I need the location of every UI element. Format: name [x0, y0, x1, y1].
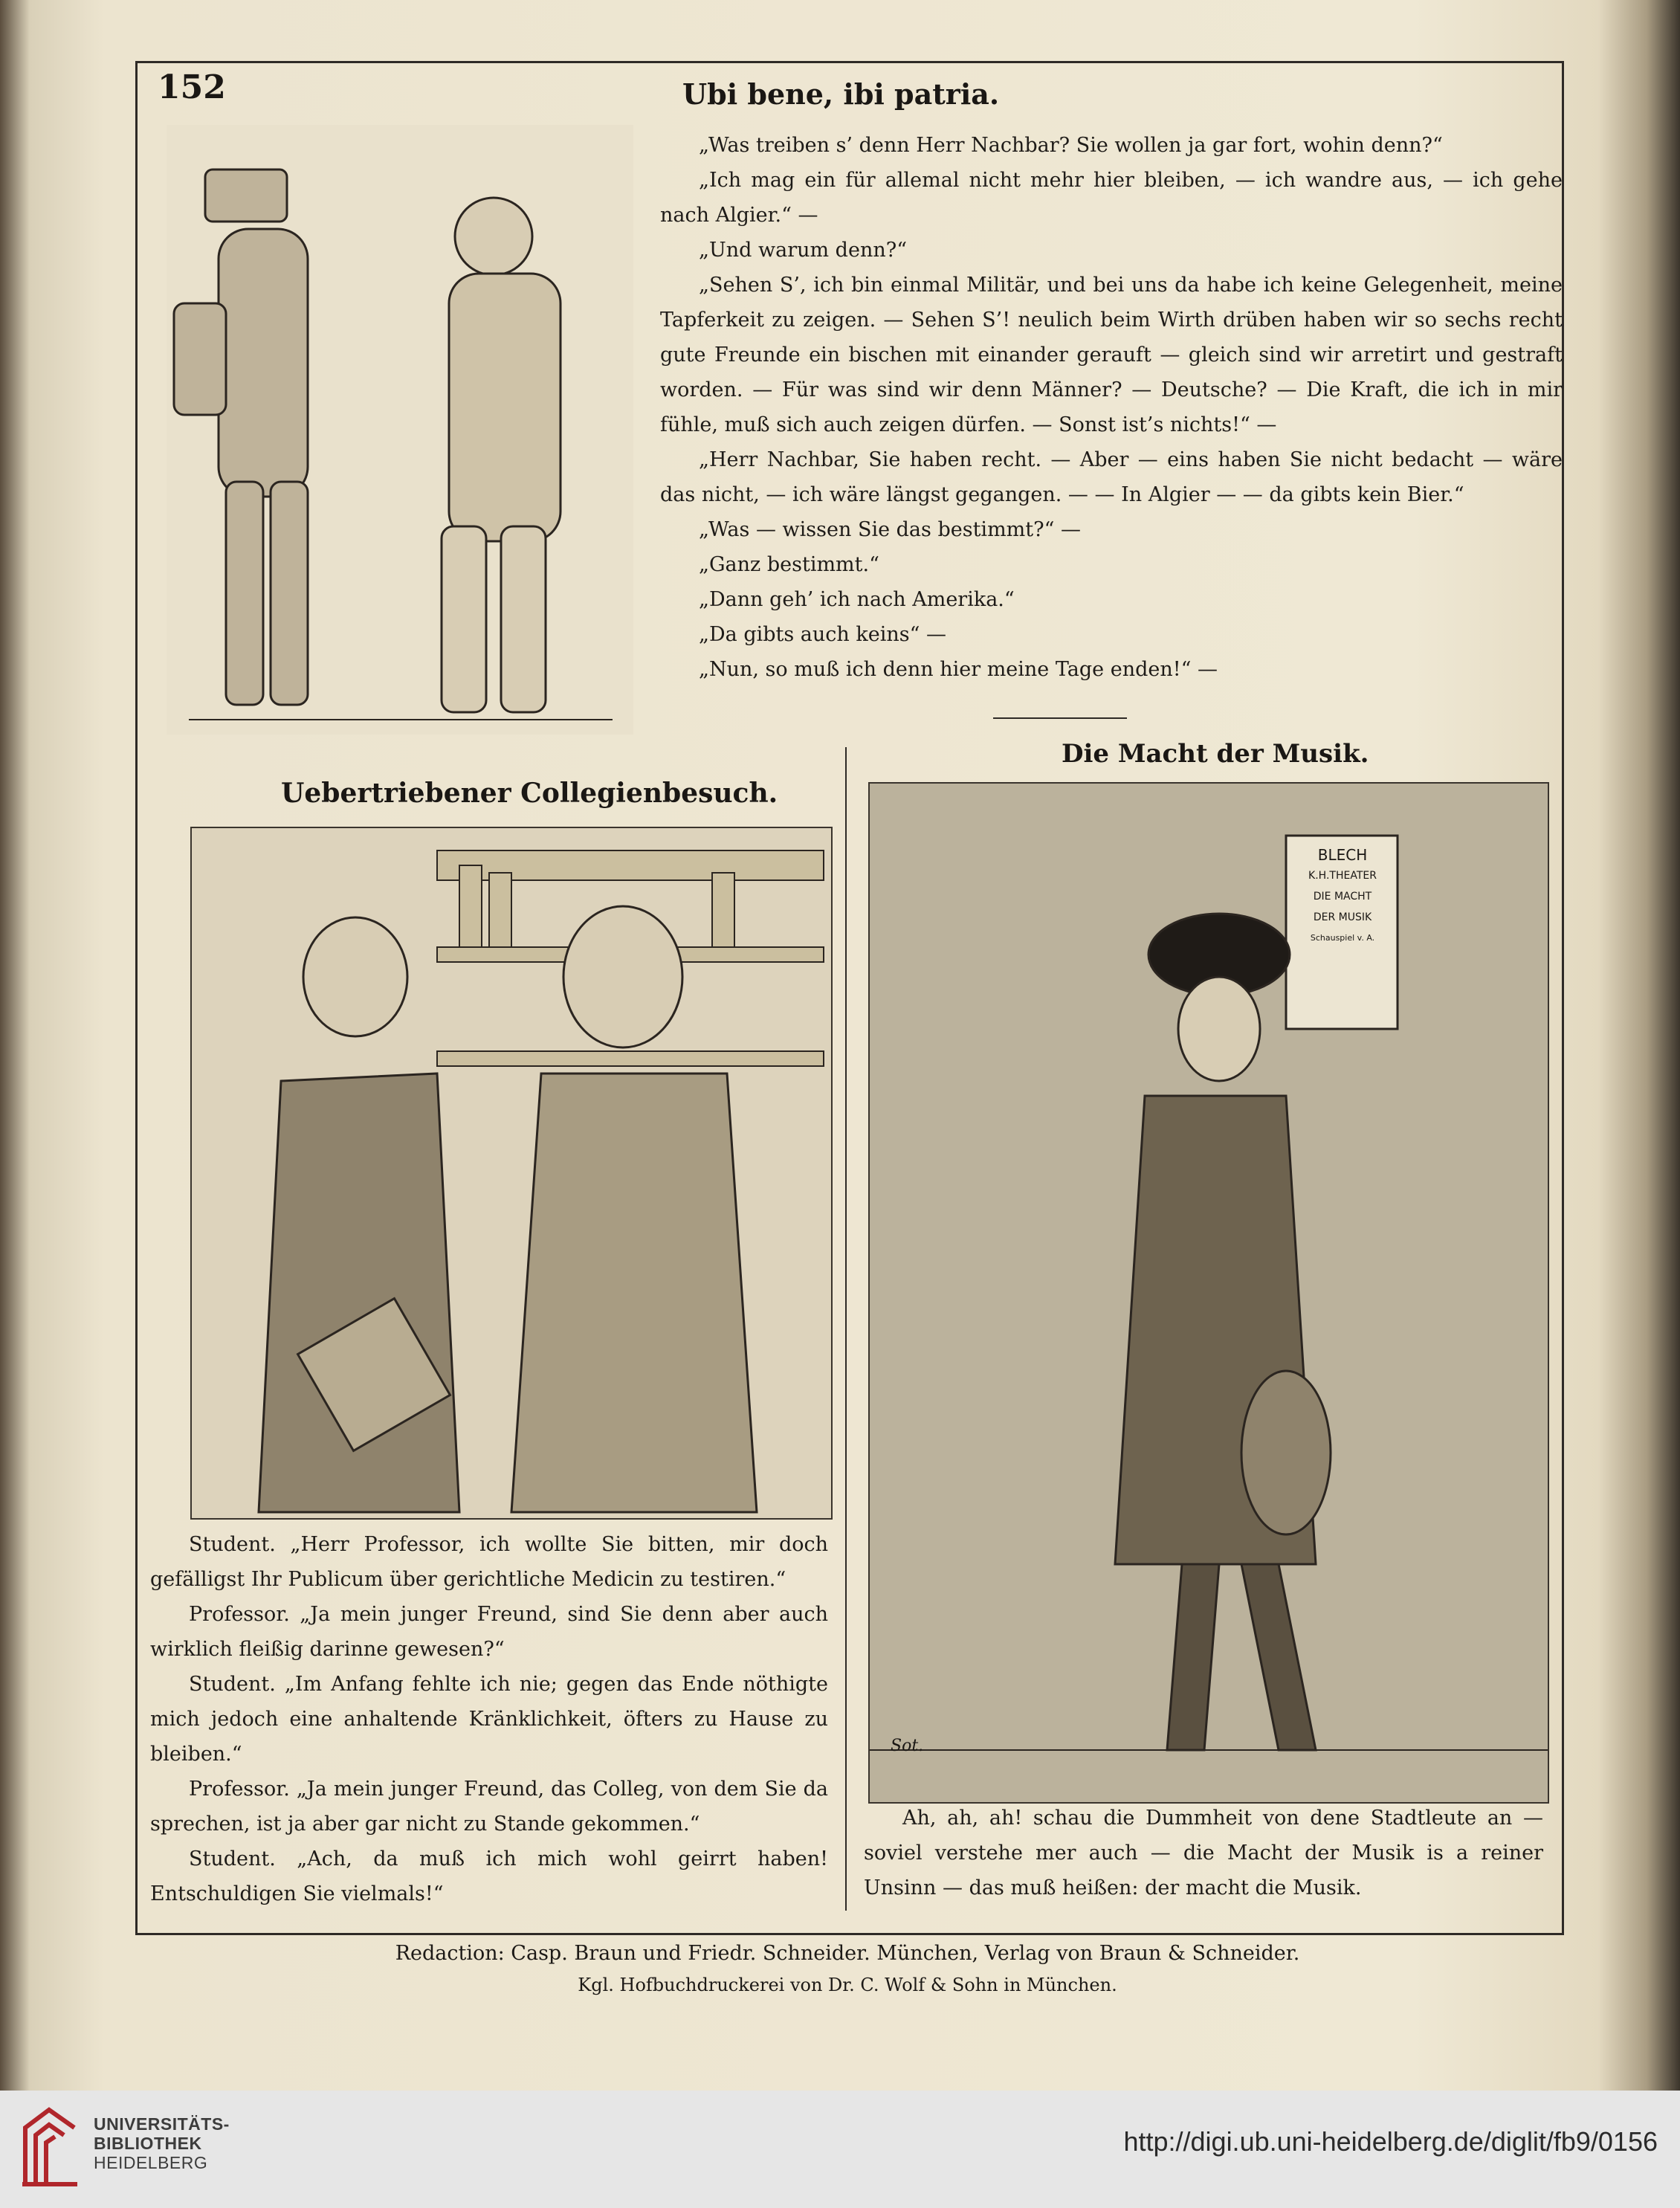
story1-paragraph: „Ich mag ein für allemal nicht mehr hier bleiben, — ich wandre aus, — ich gehe nach Algier.“ — — [660, 169, 1563, 227]
story1-paragraph: „Ganz bestimmt.“ — [699, 553, 879, 576]
story2-paragraph: Student. „Ach, da muß ich mich wohl geirrt haben! Entschuldigen Sie vielmals!“ — [150, 1847, 828, 1905]
poster-line: K.H.THEATER — [1308, 870, 1377, 882]
illustration-macht-der-musik — [868, 782, 1549, 1804]
library-name — [94, 2114, 230, 2172]
library-logo-icon[interactable] — [19, 2102, 80, 2189]
poster-line: DER MUSIK — [1313, 911, 1372, 923]
poster-line: Schauspiel v. A. — [1310, 933, 1375, 943]
poster — [1295, 845, 1390, 949]
story2-text — [150, 1527, 828, 1911]
story1-paragraph: „Da gibts auch keins“ — — [699, 623, 946, 646]
story1-paragraph: „Was treiben s’ denn Herr Nachbar? Sie wollen ja gar fort, wohin denn?“ — [699, 134, 1443, 157]
source-url-link[interactable]: http://digi.ub.uni-heidelberg.de/diglit/fb9/0156 — [1123, 2126, 1658, 2157]
story2-paragraph: Student. „Im Anfang fehlte ich nie; gegen das Ende nöthigte mich jedoch eine anhaltende Kränklichkeit, öfters zu Hause zu bleiben.“ — [150, 1673, 828, 1766]
imprint-line-2: Kgl. Hofbuchdruckerei von Dr. C. Wolf & Sohn in München. — [578, 1975, 1117, 1995]
story2-paragraph: Professor. „Ja mein junger Freund, das Colleg, von dem Sie da sprechen, ist ja aber gar nicht zu Stande gekommen.“ — [150, 1778, 828, 1836]
story2-title: Uebertriebener Collegienbesuch. — [281, 778, 778, 809]
poster-line: BLECH — [1317, 846, 1368, 864]
story3-title: Die Macht der Musik. — [1062, 739, 1369, 769]
library-bar — [0, 2091, 1680, 2208]
story1-text — [660, 128, 1563, 687]
library-name-line: UNIVERSITÄTS- — [94, 2114, 230, 2134]
story2-paragraph: Professor. „Ja mein junger Freund, sind Sie denn aber auch wirklich fleißig darinne gewesen?“ — [150, 1603, 828, 1661]
poster-line: DIE MACHT — [1313, 891, 1372, 903]
story3-text — [864, 1801, 1543, 1905]
library-name-line: HEIDELBERG — [94, 2153, 208, 2172]
story1-paragraph: „Was — wissen Sie das bestimmt?“ — — [699, 518, 1081, 541]
story3-paragraph: Ah, ah, ah! schau die Dummheit von dene Stadtleute an — soviel verstehe mer auch — die Macht der Musik is a reiner Unsinn — das muß heißen: der macht die Musik. — [864, 1807, 1543, 1899]
story1-paragraph: „Herr Nachbar, Sie haben recht. — Aber — eins haben Sie nicht bedacht — wäre das nicht, — ich wäre längst gegangen. — — In Algier — — da gibts kein Bier.“ — [660, 448, 1563, 506]
page-number: 152 — [158, 68, 226, 106]
story1-paragraph: „Und warum denn?“ — [699, 239, 908, 262]
story1-paragraph: „Dann geh’ ich nach Amerika.“ — [699, 588, 1015, 611]
library-name-line: BIBLIOTHEK — [94, 2134, 202, 2153]
artist-signature: Sot. — [891, 1737, 924, 1755]
column-divider — [845, 747, 847, 1911]
section-rule — [993, 717, 1127, 719]
story1-paragraph: „Nun, so muß ich denn hier meine Tage enden!“ — — [699, 658, 1218, 681]
story2-paragraph: Student. „Herr Professor, ich wollte Sie bitten, mir doch gefälligst Ihr Publicum über gerichtliche Medicin zu testiren.“ — [150, 1533, 828, 1591]
imprint-footer — [135, 1931, 1560, 2021]
story1-paragraph: „Sehen S’, ich bin einmal Militär, und bei uns da habe ich keine Gelegenheit, meine Tapferkeit zu zeigen. — Sehen S’! neulich beim Wirth drüben haben wir so sechs recht gute Freunde ein bischen mit einander gerauft — gleich sind wir arretirt und gestraft worden. — Für was sind wir denn Männer? — Deutsche? — Die Kraft, die ich in mir fühle, muß sich auch zeigen dürfen. — Sonst ist’s nichts!“ — — [660, 274, 1563, 436]
page-title: Ubi bene, ibi patria. — [682, 77, 1000, 111]
illustration-student-and-professor — [190, 827, 833, 1520]
illustration-soldier-and-neighbour — [165, 123, 635, 736]
imprint-line-1: Redaction: Casp. Braun und Friedr. Schneider. München, Verlag von Braun & Schneider. — [395, 1942, 1300, 1965]
